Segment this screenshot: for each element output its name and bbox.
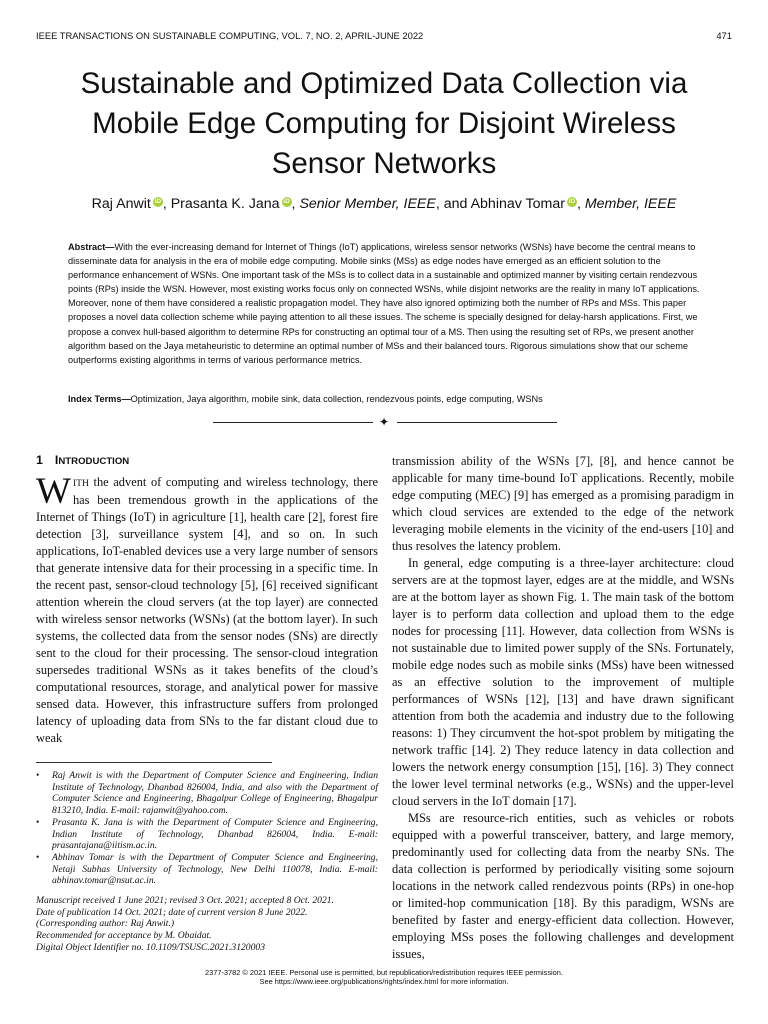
footnotes <box>36 770 378 954</box>
diamond-icon: ✦ <box>379 415 390 429</box>
first-word-rest: ITH <box>72 478 89 489</box>
footnote-rule <box>36 762 272 763</box>
author-name: Raj Anwit <box>91 196 151 212</box>
dropcap: W <box>36 471 71 512</box>
author-list <box>30 196 738 212</box>
running-header <box>36 30 732 44</box>
footnote-affiliation <box>36 852 378 887</box>
footnote-affiliation <box>36 770 378 817</box>
index-terms-dash: — <box>121 394 131 404</box>
orcid-icon[interactable]: iD <box>154 198 162 205</box>
author-separator: , <box>291 196 300 212</box>
abstract-dash: — <box>105 242 115 252</box>
copyright-line: 2377-3782 © 2021 IEEE. Personal use is permitted, but republication/redistribution requires IEEE permission. <box>205 968 563 977</box>
page-number: 471 <box>716 30 732 41</box>
bullet-icon: • <box>36 851 40 863</box>
section-number: 1 <box>36 453 43 467</box>
author-name: Prasanta K. Jana <box>170 196 280 212</box>
intro-paragraph <box>36 471 378 747</box>
section-divider <box>213 415 557 429</box>
section-title-first: I <box>54 453 59 467</box>
divider-line-left <box>213 422 373 423</box>
title-line-1: Sustainable and Optimized Data Collection via <box>80 67 688 100</box>
manuscript-line: (Corresponding author: Raj Anwit.) <box>36 918 175 930</box>
abstract-label: Abstract <box>68 242 106 252</box>
body-paragraph: In general, edge computing is a three-layer architecture: cloud servers are at the topmost layer, edges are at the middle, and WSNs are at the bottom layer as shown Fig. 1. The main task of the bottom layer is to perform data collection and upload them to the edge nodes for processing [11]. However, data collection from WSNs is not sustainable due to limited power supply of the SNs. Fortunately, mobile edge nodes such as mobile sinks (MSs) have been witnessed as an effective solution to the improvement of multiple performances of WSNs [12], [13] and have drawn significant attention from both the academia and industry due to the following reasons: 1) They circumvent the hot-spot problem by mitigating the network traffic [14]. 2) They reduce latency in data collection and lowers the network energy consumption [15], [16]. 3) They connect the lower level terminal networks (e.g., WSNs) and the upper-level cloud servers in the IoT domain [17]. <box>392 556 734 808</box>
author-separator: , <box>576 196 585 212</box>
author-separator: , and <box>435 196 471 212</box>
orcid-icon[interactable]: iD <box>283 198 290 205</box>
index-terms-text: Optimization, Jaya algorithm, mobile sink, data collection, rendezvous points, edge computing, WSNs <box>130 394 543 404</box>
abstract-text: With the ever-increasing demand for Internet of Things (IoT) applications, wireless sensor networks (WSNs) have become the central means to disseminate data for analysis in the era of mobile edge computing. Mobile sinks (MSs) as edge nodes have emerged as an efficient solution to the performance enhancement of WSNs. One important task of the MSs is to collect data in a sustainable and optimized manner by visiting certain rendezvous points (RPs) inside the WSN. However, most existing works focus only on connected WSNs, while disjoint networks are the reality in many IoT applications. Moreover, none of them have considered a realistic propagation model. They have also ignored optimizing both the number of RPs and MSs. This paper proposes a novel data collection scheme while paying attention to all these issues. The scheme is specially designed for delay-harsh applications. First, we propose a convex hull-based algorithm to determine RPs for constructing an optimal tour of a MS. Then using the resulting set of RPs, we present another algorithm based on the Jaya metaheuristic to determine an optimal number of MSs and their balanced tours. Rigorous simulations show that our scheme outperforms existing algorithms in terms of various performance metrics. <box>68 242 700 365</box>
author-role: Senior Member, IEEE <box>299 196 436 212</box>
orcid-icon[interactable]: iD <box>568 198 576 205</box>
author-name: Abhinav Tomar <box>470 196 565 212</box>
index-terms-label: Index Terms <box>68 394 122 404</box>
author-separator: , <box>162 196 171 212</box>
manuscript-line: Manuscript received 1 June 2021; revised 3 Oct. 2021; accepted 8 Oct. 2021. <box>36 895 334 907</box>
paragraph-text: the advent of computing and wireless technology, there has been tremendous growth in the applications of the Internet of Things (IoT) in agriculture [1], health care [2], forest fire detection [3], surveillance system [4], and so on. In such applications, IoT-enabled devices use a very large number of sensors that generate intensive data for their processing in a specific time. In the recent past, sensor-cloud technology [5], [6] received significant attention wherein the cloud servers (at the top layer) are connected with wireless sensor networks (WSNs) (at the bottom layer). In such systems, the collected data from the sensor nodes (SNs) are directly sent to the cloud for their processing. The sensor-cloud integration supersedes traditional WSNs as it takes benefits of the cloud’s computational resources, storage, and analytical power for massive sensed data. However, this infrastructure suffers from prolonged latency of uploading data from SNs to the far distant cloud due to weak <box>36 475 378 745</box>
left-column <box>36 452 378 747</box>
footnote-affiliation <box>36 817 378 852</box>
bullet-icon: • <box>36 770 40 781</box>
title-line-2: Mobile Edge Computing for Disjoint Wireless <box>92 107 676 140</box>
copyright-notice <box>36 968 732 986</box>
divider-line-right <box>397 422 557 423</box>
paper-title <box>30 64 738 184</box>
body-paragraph: transmission ability of the WSNs [7], [8], and hence cannot be applicable for many time-bound IoT applications. Recently, mobile edge computing (MEC) [9] has emerged as a promising paradigm in which cloud services are extended to the edge of the network leveraging mobile elements in the vicinity of the end-users [10] and thus resolves the latency problem. <box>392 454 734 553</box>
manuscript-info <box>36 895 378 954</box>
index-terms <box>68 392 700 406</box>
manuscript-line: Recommended for acceptance by M. Obaidat. <box>36 930 212 942</box>
doi-line: Digital Object Identifier no. 10.1109/TSUSC.2021.3120003 <box>36 941 265 953</box>
bullet-icon: • <box>36 816 40 828</box>
manuscript-line: Date of publication 14 Oct. 2021; date of current version 8 June 2022. <box>36 906 308 918</box>
footnote-text: Abhinav Tomar is with the Department of Computer Science and Engineering, Netaji Subhas University of Technology, New Delhi 110078, India. E-mail: abhinav.tomar@nsut.ac.in. <box>52 851 378 887</box>
journal-name: IEEE TRANSACTIONS ON SUSTAINABLE COMPUTING, VOL. 7, NO. 2, APRIL-JUNE 2022 <box>36 30 424 41</box>
footnote-text: Raj Anwit is with the Department of Computer Science and Engineering, Indian Institute of Technology, Dhanbad 826004, India, and also with the Department of Computer Science and Engineering, Bhagalpur College of Engineering, Bhagalpur 813210, India. E-mail: rajanwit@yahoo.com. <box>52 770 378 817</box>
body-paragraph: MSs are resource-rich entities, such as vehicles or robots equipped with a powerful transceiver, battery, and large memory, predominantly used for collecting data from the nearby SNs. The data collection is performed by periodically visiting some sojourn locations in the network called rendezvous points (RPs) in one-hop or limited-hop communication [18]. By this paradigm, WSNs are benefited by faster and energy-efficient data collection. However, employing MSs poses the following challenges and development issues, <box>392 811 734 961</box>
title-line-3: Sensor Networks <box>271 147 497 180</box>
section-heading <box>36 452 378 470</box>
footnote-text: Prasanta K. Jana is with the Department of Computer Science and Engineering, Indian Institute of Technology, Dhanbad 826004, India. E-mail: prasantajana@iitism.ac.in. <box>52 816 378 852</box>
rights-link-line: See https://www.ieee.org/publications/rights/index.html for more information. <box>259 977 509 986</box>
right-column <box>392 453 734 963</box>
abstract <box>68 240 700 367</box>
author-role: Member, IEEE <box>584 196 677 212</box>
section-title-rest: NTRODUCTION <box>58 456 130 467</box>
